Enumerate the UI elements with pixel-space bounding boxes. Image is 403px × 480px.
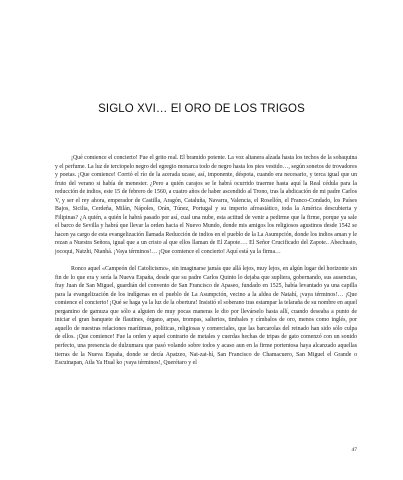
page-number: 47 — [351, 447, 357, 453]
paragraph-2: Ronco aquel «Campeón del Catolicismo», sin imaginarse jamás que allá lejos, muy lejos, en algún lugar del horizonte sin fin de lo que era y sería la Nueva España, desde que su padre Carlos Quinto lo dejaba que supliera, gobernando, sus ausencias, fray Juan de San Miguel, guardián del convento de San Francisco de Apaseo, fundado en 1525, había levantado ya una capilla para la evangelización de los indígenas en el pueblo de La Asumpción, vecino a la aldea de Natahí, ¡vaya términos!… ¡Que comience el concierto! ¡Qué se haga ya la luz de la obertura! Insistió el soberano tras estampar la telaraña de su nombre en aquel pergamino de gamuza que sólo a alguien de muy pocas maneras le dio por llevárselo hasta allí, cuando deseaba a punto de iniciar el gran banquete de flautines, órgano, arpas, trompas, salterios, timbales y címbalos de oro, menos como inglés, por aquello de nuestras relaciones marítimas, políticas, religiosas y comerciales, que las barcarolas del reinado han sido sólo culpa de ellos. ¡Que comience! Fue la orden y aquel contrario de metales y cuerdas hechas de tripas de gato comenzó con un sonido perfecto, una presencia de dulzumara que pasó volando sobre todos y acaso aun en la firme portentosa haya alcanzado aquellas tierras de la Nueva España, donde se decía Apatzeo, Nat-zat-hí, San Francisco de Chamacuero, San Miguel el Grande o Escuinapan, Atla Ya Hual ko ¡vaya términos!, Querétaro y el — [55, 266, 357, 367]
chapter-title: SIGLO XVI… El ORO DE LOS TRIGOS — [98, 103, 305, 115]
body-text — [55, 154, 357, 368]
paragraph-1: ¡Qué comience el concierto! Fue el grito real. El bramido potente. La voz altanera alzada hasta los techos de la sobaquina y el perfume. La luz de terciopelo negro del egregio monarca todo de negro hasta los pies vestido…, según sonetos de trovadores y poetas. ¡Que comience! Corrió el río de la acerada ucase, así, imponente, déspota, cuando era necesario, y terca igual que un fruto del verano si había de menester. ¿Pero a quién carajos se le habrá ocurrido traerme hasta aquí la Real cédula para la reducción de indios, este 15 de febrero de 1560, a cuatro años de haber ascendido al Trono, tras la abdicación de mi padre Carlos V, y ser el rey ahora, emperador de Castilla, Aragón, Cataluña, Navarra, Valencia, el Rosellón, el Franco-Condado, los Países Bajos, Sicilia, Cerdeña, Milán, Nápoles, Orán, Túnez, Portugal y su imperio afroasiático, toda la América descubierta y Filipinas? ¿A quién, a quién le habrá pasado por así, cual una nube, esta actitud de venir a pedirme que la firme, porque ya sale el barco de Sevilla y habrá que llevar la orden hacia el Nuevo Mundo, donde mis amigos los religiosos agustinos desde 1542 se hacen ya cargo de esta evangelización llamada Reducción de indios en el pueblo de la La Asumpción, donde los indios aman y le rezan a Nuestra Señora, igual que a un cristo al que ellos llaman de El Zapote…. El Señor Crucificado del Zapote.. Abechuato, jocoqui, Natzhi, Ntanhá. ¡Vaya términos!… ¡Que comience el concierto! Aquí está ya la firma… — [55, 155, 357, 256]
